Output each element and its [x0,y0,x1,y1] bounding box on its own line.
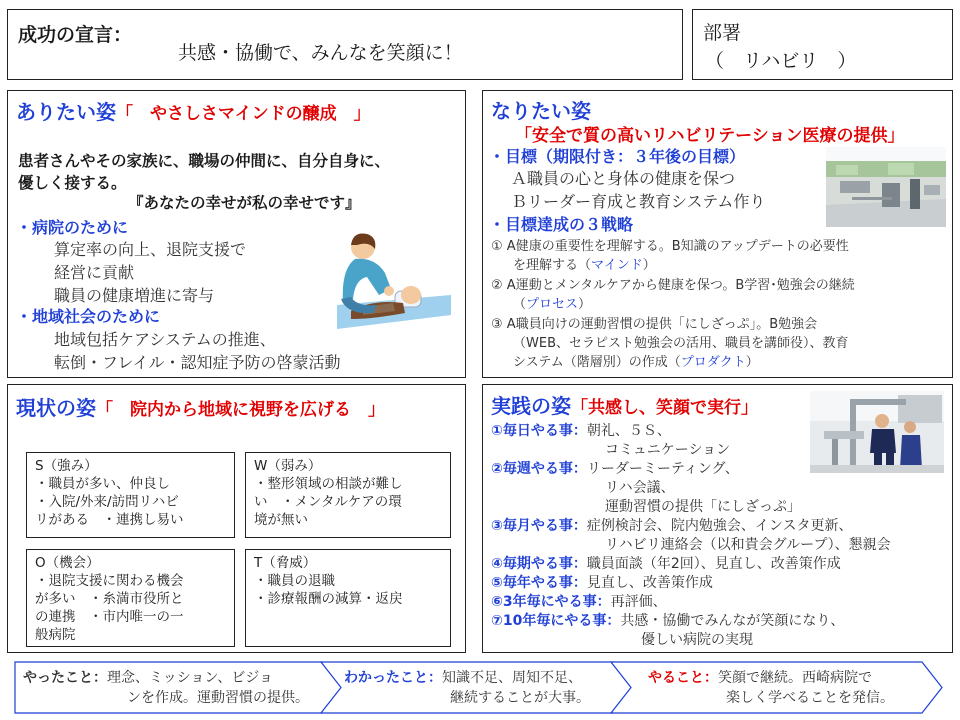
practice-title: 実践の姿 [491,394,571,418]
practice-activity-text: 共感・協働でみんなが笑顔になり、 [620,613,845,629]
practice-frequency-label: ⑥3年毎にやる事： [491,594,611,610]
ideal-state-subtitle: 「 やさしさマインドの醸成 」 [116,104,371,124]
ideal-intro-line-2: 優しく接する。 [18,174,127,192]
practice-row [491,515,852,535]
strategy-2: ② A運動とメンタルケアから健康を保つ。B学習･勉強会の継続 [491,278,855,293]
practice-subtitle: 「共感し、笑顔で実行」 [571,398,758,418]
hospital-item: 算定率の向上、退院支援で [54,240,247,259]
swot-weaknesses: W（弱み） ・整形領域の相談が難し い ・メンタルケアの環 境が無い [245,452,451,538]
swot-threats: T（脅威） ・職員の退職 ・診療報酬の減算・返戻 [245,549,451,647]
current-state-heading [16,392,385,421]
swot-title: T（脅威） [254,555,317,571]
practice-row [491,458,739,478]
strategy-1-cont: を理解する（マインド） [513,258,656,273]
practice-activity-text: リハ会議、 [605,480,675,496]
hospital-item: 職員の健康増進に寄与 [54,286,215,305]
success-declaration-box [7,9,683,80]
current-state-subtitle: 「 院内から地域に視野を広げる 」 [96,400,385,420]
rehab-room-photo-icon [826,147,946,227]
goal-item: Ｂリーダー育成と教育システム作り [511,192,766,211]
department-value: （ リハビリ ） [705,50,857,72]
declaration-label: 成功の宣言： [18,24,133,46]
practice-frequency-label: ①毎日やる事： [491,423,587,439]
practice-activity-text: 見直し、改善策作成 [586,575,713,591]
practice-row [491,572,713,592]
strategy-3-cont: （WEB、セラピスト勉強会の活用、職員を講師役）、教育 [513,336,849,351]
current-state-title: 現状の姿 [16,396,96,420]
did-arrow [14,661,344,714]
todo-text: やること：笑顔で継続。西崎病院で 楽しく学べることを発信。 [648,670,894,706]
practice-row [641,629,753,649]
current-state-panel [7,384,466,653]
swot-title: S（強み） [35,458,98,474]
therapist-illustration-icon [333,229,455,337]
strategy-1: ① A健康の重要性を理解する。B知識のアップデートの必要性 [491,239,849,254]
strategy-3: ③ A職員向けの運動習慣の提供「にしざっぷ」。B勉強会 [491,317,818,332]
learned-text: わかったこと：知識不足、周知不足、 継続することが大事。 [344,670,590,706]
practice-frequency-label: ⑦10年毎にやる事： [491,613,621,629]
strategy-3-cont: システム（階層別）の作成（プロダクト） [513,355,759,370]
learned-label: わかったこと： [344,670,442,686]
learned-arrow [320,661,636,714]
practice-activity-text: リーダーミーティング、 [586,461,739,477]
process-tag: プロセス [526,297,579,312]
swot-title: W（弱み） [254,458,322,474]
ideal-state-panel [7,90,466,378]
practice-activity-text: リハビリ連絡会（以和貴会グループ）、懇親会 [605,537,891,553]
mind-tag: マインド [591,258,643,273]
practice-panel [482,384,953,653]
community-item: 転倒・フレイル・認知症予防の啓蒙活動 [54,353,341,372]
ideal-state-title: ありたい姿 [16,100,116,124]
swot-title: O（機会） [35,555,100,571]
strategy-heading: ・目標達成の３戦略 [489,215,634,234]
ideal-motto: 『あなたの幸せが私の幸せです』 [128,194,361,212]
practice-activity-text: 優しい病院の実現 [641,632,753,648]
target-state-panel [482,90,953,378]
strategy-2-cont: （プロセス） [513,297,592,312]
hospital-item: 経営に貢献 [54,263,135,282]
did-label: やったこと： [23,670,107,686]
todo-label: やること： [648,670,718,686]
practice-row [491,610,844,630]
goal-heading: ・目標（期限付き：３年後の目標） [489,147,746,166]
practice-activity-text: 職員面談（年2回）、見直し、改善策作成 [586,556,841,572]
department-label: 部署 [703,22,742,44]
ideal-state-heading [16,96,371,125]
practice-frequency-label: ②毎週やる事： [491,461,587,477]
swot-strengths: S（強み） ・職員が多い、仲良し ・入院/外来/訪問リハビ リがある ・連携し易い [26,452,235,538]
target-state-title: なりたい姿 [491,99,591,123]
practice-frequency-label: ④毎期やる事： [491,556,587,572]
product-tag: プロダクト [680,355,746,370]
community-item: 地域包括ケアシステムの推進、 [54,330,276,349]
practice-row [605,496,801,516]
swot-opportunities: O（機会） ・退院支援に関わる機会 が多い ・糸満市役所と の連携 ・市内唯一の一 般病院 [26,549,235,647]
goal-item: Ａ職員の心と身体の健康を保つ [511,169,736,188]
declaration-value: 共感・協働で、みんなを笑顔に！ [178,42,463,64]
practice-frequency-label: ③毎月やる事： [491,518,587,534]
practice-row [491,591,667,611]
hospital-heading: ・病院のために [16,218,129,237]
practice-activity-text: 朝礼、５Ｓ、 [586,423,671,439]
practice-activity-text: コミュニケーション [605,442,731,458]
practice-activity-text: 症例検討会、院内勉強会、インスタ更新、 [586,518,853,534]
target-state-subtitle: 「安全で質の高いリハビリテーション医療の提供」 [515,126,905,146]
department-box [692,9,953,80]
todo-arrow [610,661,944,714]
ideal-intro-line-1: 患者さんやその家族に、職場の仲間に、自分自身に、 [18,152,391,170]
practice-frequency-label: ⑤毎年やる事： [491,575,587,591]
practice-row [491,553,841,573]
exercise-machine-photo-icon [810,391,944,473]
practice-activity-text: 運動習慣の提供「にしざっぷ」 [605,499,801,515]
practice-row [491,420,671,440]
practice-row [605,534,891,554]
community-heading: ・地域社会のために [16,307,161,326]
did-text: やったこと：理念、ミッション、ビジョ ンを作成。運動習慣の提供。 [23,670,309,706]
practice-activity-text: 再評価、 [610,594,667,610]
practice-heading [491,390,758,419]
practice-row [605,477,675,497]
practice-row [605,439,730,459]
